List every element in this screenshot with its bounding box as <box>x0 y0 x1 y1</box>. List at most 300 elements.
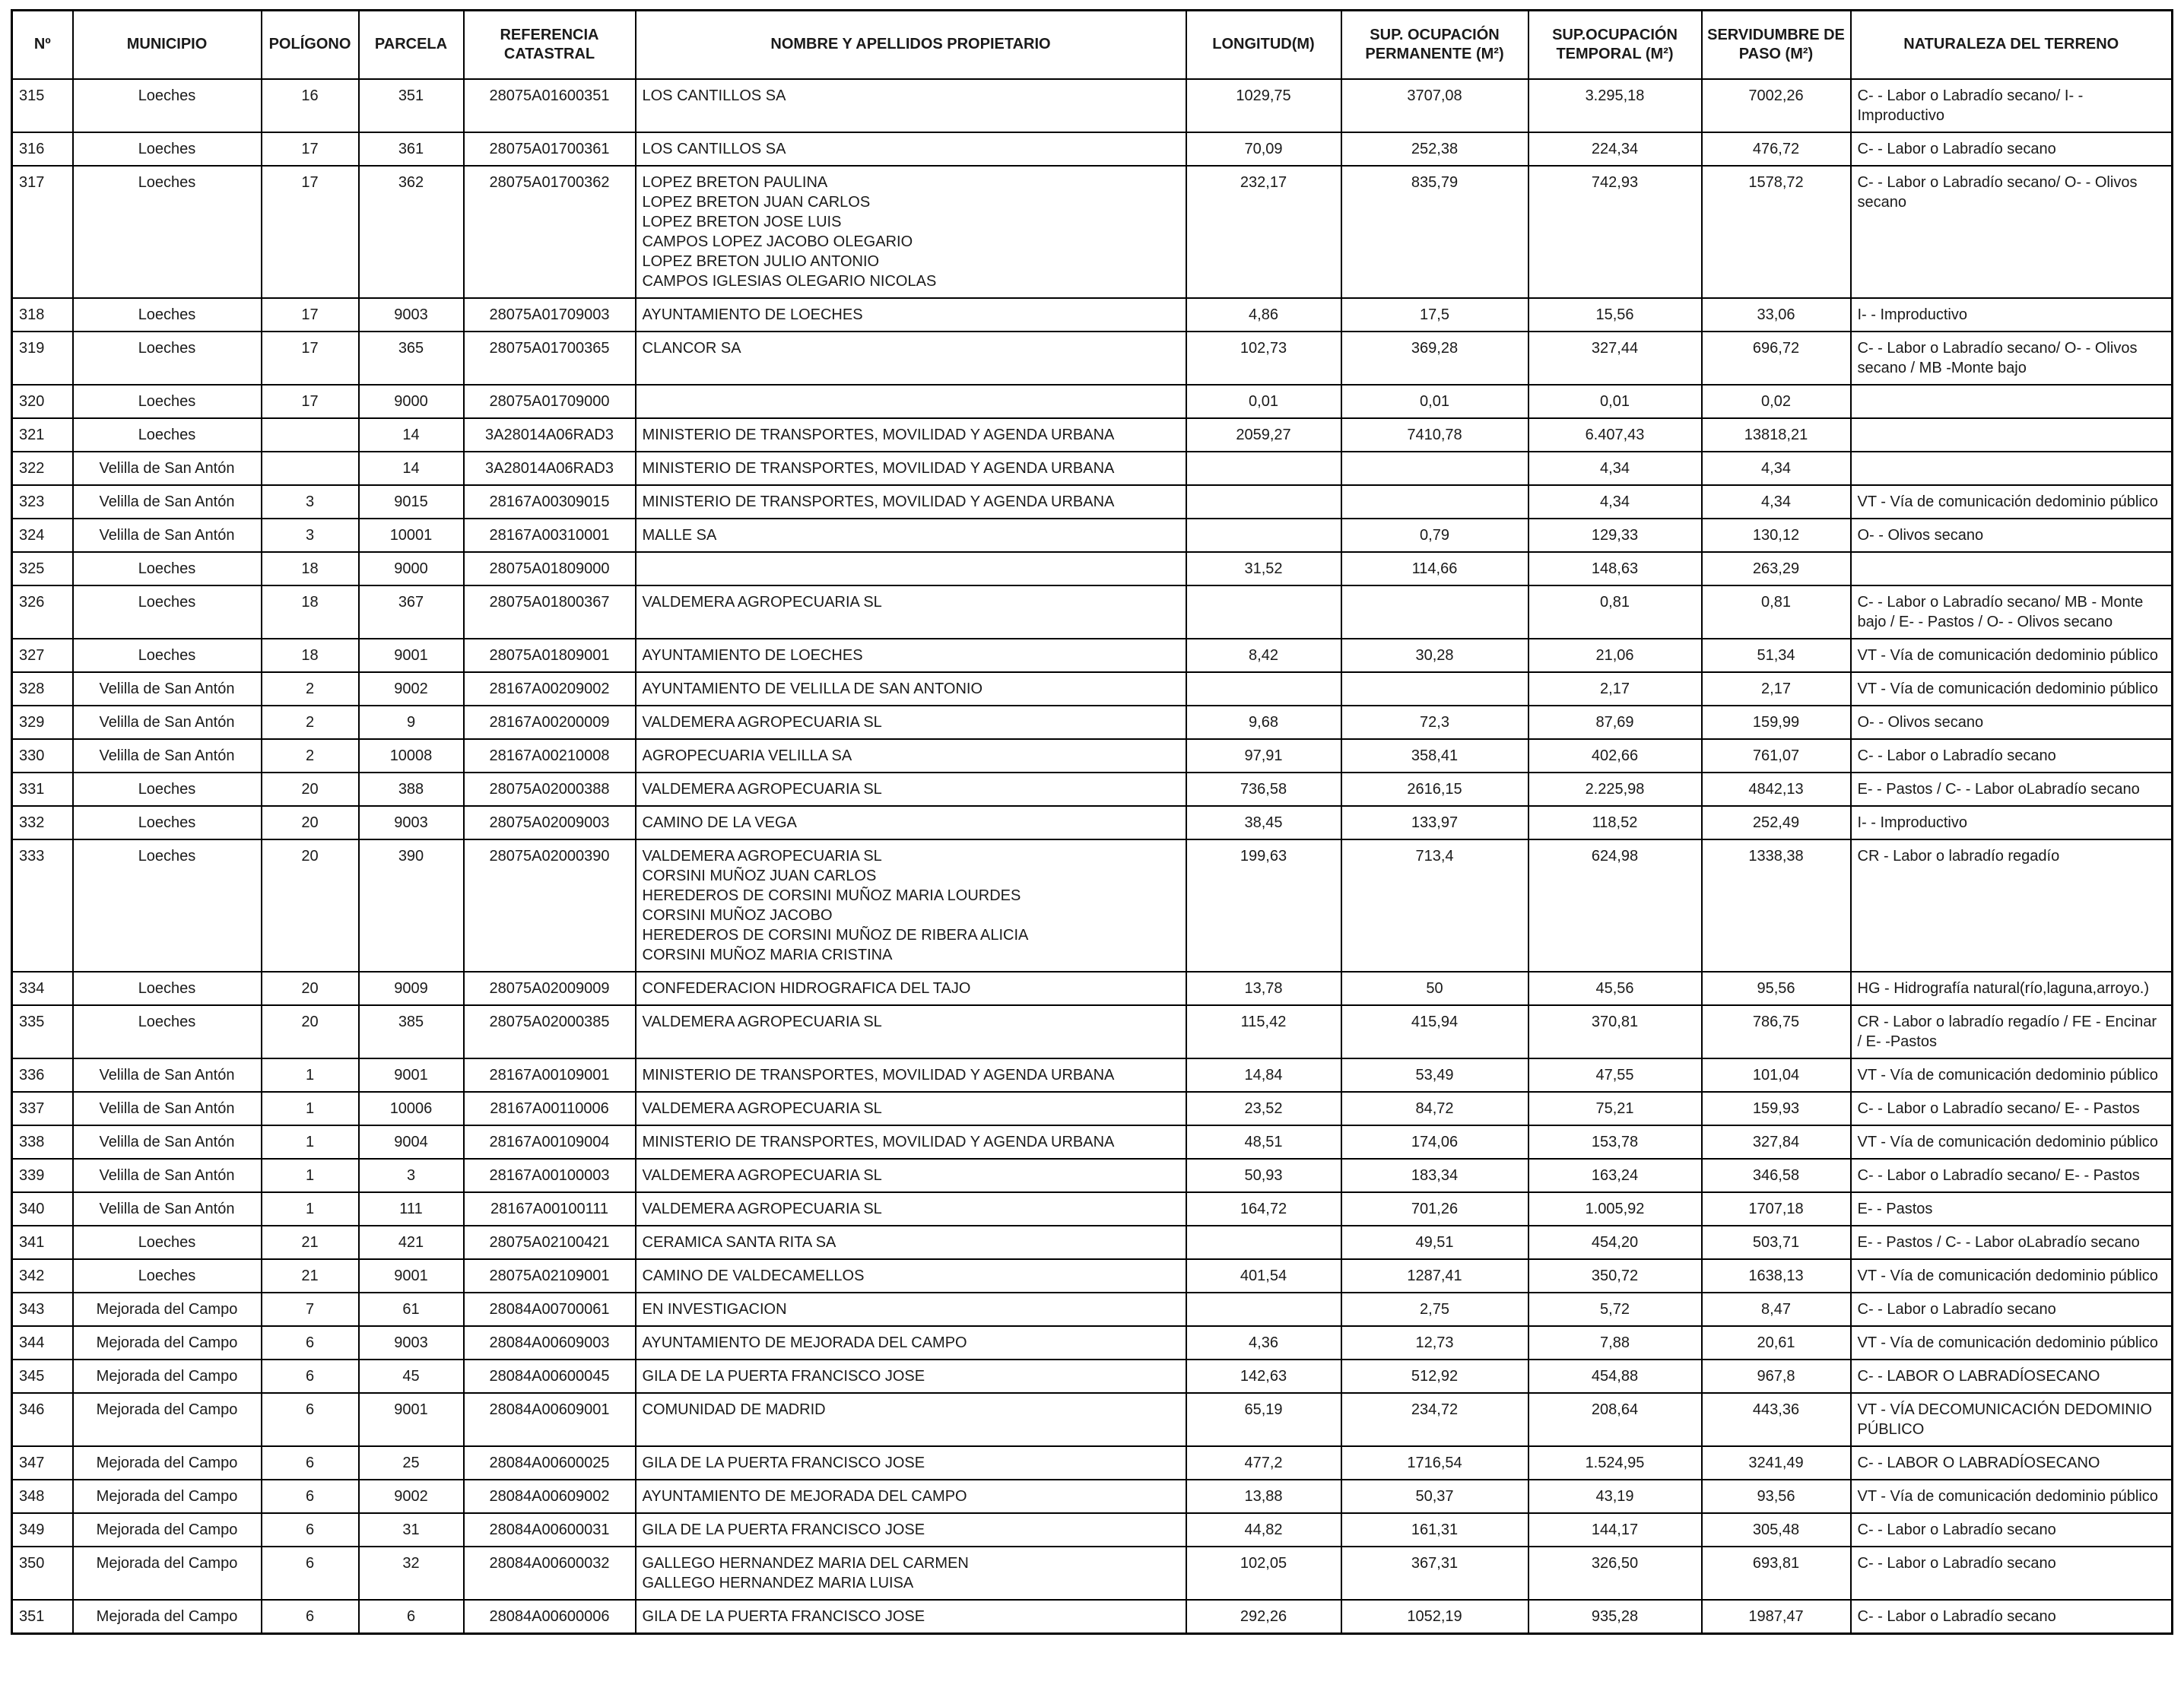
cell-parcela: 31 <box>359 1513 464 1547</box>
cell-naturaleza: C- - Labor o Labradío secano <box>1851 1513 2173 1547</box>
cell-municipio: Loeches <box>73 418 262 452</box>
cell-referencia: 28167A00100003 <box>464 1159 636 1192</box>
cell-propietario <box>636 1480 1186 1513</box>
table-row <box>12 1092 2173 1125</box>
cell-naturaleza: VT - Vía de comunicación dedominio público <box>1851 1326 2173 1360</box>
cell-n: 321 <box>12 418 73 452</box>
cell-propietario <box>636 1326 1186 1360</box>
cell-poligono: 21 <box>262 1226 359 1259</box>
cell-longitud: 70,09 <box>1186 132 1341 166</box>
cell-municipio: Velilla de San Antón <box>73 1192 262 1226</box>
cell-longitud: 14,84 <box>1186 1058 1341 1092</box>
cell-propietario <box>636 1005 1186 1058</box>
cell-n: 348 <box>12 1480 73 1513</box>
owner-name-line: AGROPECUARIA VELILLA SA <box>642 747 852 764</box>
cell-propietario <box>636 452 1186 485</box>
cell-poligono: 18 <box>262 552 359 585</box>
cell-sup_ocupacion_permanente: 72,3 <box>1341 706 1528 739</box>
cell-n: 346 <box>12 1393 73 1446</box>
cell-sup_ocupacion_permanente: 133,97 <box>1341 806 1528 839</box>
cell-sup_ocupacion_temporal: 2.225,98 <box>1528 773 1702 806</box>
cell-referencia: 28084A00600032 <box>464 1547 636 1600</box>
owner-name-line: VALDEMERA AGROPECUARIA SL <box>642 780 882 798</box>
cell-longitud: 48,51 <box>1186 1125 1341 1159</box>
cell-parcela: 25 <box>359 1446 464 1480</box>
cell-parcela: 9001 <box>359 1058 464 1092</box>
cell-parcela: 9009 <box>359 972 464 1005</box>
cell-poligono: 1 <box>262 1092 359 1125</box>
owner-name-line: CAMINO DE VALDECAMELLOS <box>642 1267 865 1284</box>
cell-propietario <box>636 1393 1186 1446</box>
cell-sup_ocupacion_permanente: 49,51 <box>1341 1226 1528 1259</box>
cell-sup_ocupacion_permanente: 415,94 <box>1341 1005 1528 1058</box>
cell-parcela: 9000 <box>359 552 464 585</box>
cell-parcela: 388 <box>359 773 464 806</box>
cell-naturaleza: E- - Pastos / C- - Labor oLabradío secano <box>1851 1226 2173 1259</box>
cell-sup_ocupacion_temporal: 75,21 <box>1528 1092 1702 1125</box>
cell-sup_ocupacion_temporal: 0,01 <box>1528 385 1702 418</box>
owner-name-line: CORSINI MUÑOZ JACOBO <box>642 906 833 924</box>
cell-sup_ocupacion_temporal: 1.524,95 <box>1528 1446 1702 1480</box>
cell-sup_ocupacion_permanente: 2,75 <box>1341 1293 1528 1326</box>
cell-parcela: 10001 <box>359 519 464 552</box>
cell-municipio: Mejorada del Campo <box>73 1393 262 1446</box>
table-row <box>12 972 2173 1005</box>
cell-naturaleza <box>1851 452 2173 485</box>
cell-poligono: 2 <box>262 739 359 773</box>
owner-name-line: MINISTERIO DE TRANSPORTES, MOVILIDAD Y AGENDA URBANA <box>642 426 1115 443</box>
cell-servidumbre_de_paso: 693,81 <box>1702 1547 1851 1600</box>
owner-name-line: VALDEMERA AGROPECUARIA SL <box>642 593 882 611</box>
cell-longitud: 65,19 <box>1186 1393 1341 1446</box>
table-row <box>12 166 2173 298</box>
cell-sup_ocupacion_temporal: 4,34 <box>1528 452 1702 485</box>
table-row <box>12 1600 2173 1634</box>
cell-servidumbre_de_paso: 8,47 <box>1702 1293 1851 1326</box>
owner-name-line: VALDEMERA AGROPECUARIA SL <box>642 1099 882 1117</box>
cell-sup_ocupacion_temporal: 624,98 <box>1528 839 1702 972</box>
owner-name-line: VALDEMERA AGROPECUARIA SL <box>642 1200 882 1217</box>
cell-propietario <box>636 672 1186 706</box>
cell-parcela: 9 <box>359 706 464 739</box>
cell-servidumbre_de_paso: 101,04 <box>1702 1058 1851 1092</box>
cell-poligono: 3 <box>262 519 359 552</box>
cell-propietario <box>636 485 1186 519</box>
table-row <box>12 485 2173 519</box>
cell-referencia: 28167A00100111 <box>464 1192 636 1226</box>
cell-sup_ocupacion_permanente: 17,5 <box>1341 298 1528 332</box>
cell-propietario <box>636 1058 1186 1092</box>
cell-poligono: 17 <box>262 132 359 166</box>
cell-municipio: Velilla de San Antón <box>73 706 262 739</box>
cell-sup_ocupacion_temporal: 6.407,43 <box>1528 418 1702 452</box>
cell-n: 341 <box>12 1226 73 1259</box>
cell-servidumbre_de_paso: 4,34 <box>1702 452 1851 485</box>
owner-name-line: LOPEZ BRETON JOSE LUIS <box>642 213 842 230</box>
cell-poligono: 20 <box>262 839 359 972</box>
cell-sup_ocupacion_permanente: 1052,19 <box>1341 1600 1528 1634</box>
cell-propietario <box>636 585 1186 639</box>
cell-n: 319 <box>12 332 73 385</box>
cell-poligono: 20 <box>262 1005 359 1058</box>
cell-municipio: Velilla de San Antón <box>73 485 262 519</box>
cell-naturaleza: O- - Olivos secano <box>1851 706 2173 739</box>
table-row <box>12 385 2173 418</box>
table-row <box>12 1513 2173 1547</box>
table-row <box>12 1480 2173 1513</box>
cell-n: 338 <box>12 1125 73 1159</box>
cell-sup_ocupacion_permanente: 252,38 <box>1341 132 1528 166</box>
cell-naturaleza: C- - Labor o Labradío secano <box>1851 1547 2173 1600</box>
table-row <box>12 519 2173 552</box>
cell-parcela: 9001 <box>359 639 464 672</box>
cell-poligono: 1 <box>262 1125 359 1159</box>
table-row <box>12 1360 2173 1393</box>
owner-name-line: CORSINI MUÑOZ MARIA CRISTINA <box>642 946 893 963</box>
cell-referencia: 28075A01709000 <box>464 385 636 418</box>
cell-servidumbre_de_paso: 327,84 <box>1702 1125 1851 1159</box>
cell-sup_ocupacion_temporal: 2,17 <box>1528 672 1702 706</box>
owner-name-line: GALLEGO HERNANDEZ MARIA LUISA <box>642 1574 914 1591</box>
cell-municipio: Mejorada del Campo <box>73 1446 262 1480</box>
cell-n: 333 <box>12 839 73 972</box>
cell-propietario <box>636 1513 1186 1547</box>
cell-municipio: Velilla de San Antón <box>73 1092 262 1125</box>
cell-n: 345 <box>12 1360 73 1393</box>
cell-sup_ocupacion_permanente: 53,49 <box>1341 1058 1528 1092</box>
cell-longitud <box>1186 585 1341 639</box>
column-header-servidumbre_de_paso: SERVIDUMBRE DE PASO (M²) <box>1702 11 1851 79</box>
cell-servidumbre_de_paso: 4,34 <box>1702 485 1851 519</box>
cell-servidumbre_de_paso: 2,17 <box>1702 672 1851 706</box>
cell-servidumbre_de_paso: 95,56 <box>1702 972 1851 1005</box>
cell-poligono: 6 <box>262 1360 359 1393</box>
cell-sup_ocupacion_temporal: 370,81 <box>1528 1005 1702 1058</box>
column-header-n: Nº <box>12 11 73 79</box>
cell-poligono: 17 <box>262 332 359 385</box>
owner-name-line: LOS CANTILLOS SA <box>642 87 786 104</box>
cell-parcela: 14 <box>359 452 464 485</box>
cell-referencia: 28167A00309015 <box>464 485 636 519</box>
cell-sup_ocupacion_temporal: 87,69 <box>1528 706 1702 739</box>
cell-propietario <box>636 1547 1186 1600</box>
cell-referencia: 28167A00200009 <box>464 706 636 739</box>
cell-n: 318 <box>12 298 73 332</box>
cell-sup_ocupacion_permanente: 1287,41 <box>1341 1259 1528 1293</box>
table-row <box>12 1446 2173 1480</box>
owner-name-line: GILA DE LA PUERTA FRANCISCO JOSE <box>642 1454 925 1471</box>
cell-municipio: Loeches <box>73 585 262 639</box>
cell-propietario <box>636 1293 1186 1326</box>
cell-parcela: 111 <box>359 1192 464 1226</box>
cell-servidumbre_de_paso: 20,61 <box>1702 1326 1851 1360</box>
cell-longitud: 164,72 <box>1186 1192 1341 1226</box>
cell-propietario <box>636 1446 1186 1480</box>
cell-referencia: 28167A00110006 <box>464 1092 636 1125</box>
owner-name-line: CORSINI MUÑOZ JUAN CARLOS <box>642 867 877 884</box>
table-row <box>12 773 2173 806</box>
cell-servidumbre_de_paso: 1578,72 <box>1702 166 1851 298</box>
cell-sup_ocupacion_permanente: 50,37 <box>1341 1480 1528 1513</box>
cell-municipio: Loeches <box>73 773 262 806</box>
cell-parcela: 32 <box>359 1547 464 1600</box>
owner-name-line: CAMPOS IGLESIAS OLEGARIO NICOLAS <box>642 272 937 290</box>
cell-parcela: 9003 <box>359 1326 464 1360</box>
cell-referencia: 28167A00310001 <box>464 519 636 552</box>
cell-sup_ocupacion_permanente: 12,73 <box>1341 1326 1528 1360</box>
cell-sup_ocupacion_temporal: 21,06 <box>1528 639 1702 672</box>
owner-name-line: MINISTERIO DE TRANSPORTES, MOVILIDAD Y AGENDA URBANA <box>642 493 1115 510</box>
cell-referencia: 28075A02109001 <box>464 1259 636 1293</box>
cell-servidumbre_de_paso: 0,02 <box>1702 385 1851 418</box>
cell-servidumbre_de_paso: 1707,18 <box>1702 1192 1851 1226</box>
cell-servidumbre_de_paso: 51,34 <box>1702 639 1851 672</box>
cell-sup_ocupacion_temporal: 5,72 <box>1528 1293 1702 1326</box>
cell-sup_ocupacion_permanente: 1716,54 <box>1341 1446 1528 1480</box>
cell-propietario <box>636 739 1186 773</box>
cell-sup_ocupacion_temporal: 454,20 <box>1528 1226 1702 1259</box>
cell-longitud: 142,63 <box>1186 1360 1341 1393</box>
column-header-sup_ocupacion_temporal: SUP.OCUPACIÓN TEMPORAL (M²) <box>1528 11 1702 79</box>
table-row <box>12 452 2173 485</box>
table-row <box>12 1259 2173 1293</box>
owner-name-line: CAMPOS LOPEZ JACOBO OLEGARIO <box>642 233 913 250</box>
cell-longitud: 31,52 <box>1186 552 1341 585</box>
cell-longitud: 736,58 <box>1186 773 1341 806</box>
cell-servidumbre_de_paso: 967,8 <box>1702 1360 1851 1393</box>
cell-parcela: 9000 <box>359 385 464 418</box>
cell-parcela: 9002 <box>359 672 464 706</box>
cell-referencia: 28084A00600045 <box>464 1360 636 1393</box>
cell-referencia: 28075A02000385 <box>464 1005 636 1058</box>
cell-longitud: 102,73 <box>1186 332 1341 385</box>
cell-longitud: 477,2 <box>1186 1446 1341 1480</box>
cell-naturaleza: VT - Vía de comunicación dedominio público <box>1851 485 2173 519</box>
cell-sup_ocupacion_temporal: 148,63 <box>1528 552 1702 585</box>
cell-naturaleza: VT - Vía de comunicación dedominio público <box>1851 672 2173 706</box>
cell-parcela: 9001 <box>359 1259 464 1293</box>
cell-referencia: 28084A00600025 <box>464 1446 636 1480</box>
table-row <box>12 332 2173 385</box>
header-row <box>12 11 2173 79</box>
cell-longitud <box>1186 519 1341 552</box>
cell-parcela: 385 <box>359 1005 464 1058</box>
cell-parcela: 14 <box>359 418 464 452</box>
owner-name-line: CERAMICA SANTA RITA SA <box>642 1233 836 1251</box>
table-header <box>12 11 2173 79</box>
cell-naturaleza: C- - Labor o Labradío secano/ E- - Pastos <box>1851 1092 2173 1125</box>
cell-naturaleza: I- - Improductivo <box>1851 298 2173 332</box>
cell-longitud: 102,05 <box>1186 1547 1341 1600</box>
cell-naturaleza: C- - Labor o Labradío secano/ O- - Olivos secano <box>1851 166 2173 298</box>
cell-municipio: Velilla de San Antón <box>73 452 262 485</box>
cell-sup_ocupacion_temporal: 43,19 <box>1528 1480 1702 1513</box>
cell-municipio: Loeches <box>73 972 262 1005</box>
cell-naturaleza: C- - Labor o Labradío secano <box>1851 132 2173 166</box>
cell-propietario <box>636 132 1186 166</box>
cell-servidumbre_de_paso: 4842,13 <box>1702 773 1851 806</box>
cell-referencia: 28084A00700061 <box>464 1293 636 1326</box>
table-row <box>12 1326 2173 1360</box>
cell-naturaleza: C- - Labor o Labradío secano <box>1851 739 2173 773</box>
table-row <box>12 706 2173 739</box>
cell-naturaleza: I- - Improductivo <box>1851 806 2173 839</box>
cell-servidumbre_de_paso: 159,93 <box>1702 1092 1851 1125</box>
cell-poligono <box>262 452 359 485</box>
table-row <box>12 1192 2173 1226</box>
cell-propietario <box>636 972 1186 1005</box>
cell-municipio: Velilla de San Antón <box>73 1058 262 1092</box>
cell-sup_ocupacion_permanente: 512,92 <box>1341 1360 1528 1393</box>
owner-name-line: AYUNTAMIENTO DE MEJORADA DEL CAMPO <box>642 1487 967 1505</box>
cell-n: 344 <box>12 1326 73 1360</box>
cell-n: 328 <box>12 672 73 706</box>
cell-servidumbre_de_paso: 33,06 <box>1702 298 1851 332</box>
cell-poligono: 17 <box>262 298 359 332</box>
cell-municipio: Mejorada del Campo <box>73 1326 262 1360</box>
cell-parcela: 361 <box>359 132 464 166</box>
cell-municipio: Velilla de San Antón <box>73 739 262 773</box>
cell-longitud: 199,63 <box>1186 839 1341 972</box>
cell-referencia: 28075A02009003 <box>464 806 636 839</box>
owner-name-line: AYUNTAMIENTO DE MEJORADA DEL CAMPO <box>642 1334 967 1351</box>
cell-sup_ocupacion_permanente: 161,31 <box>1341 1513 1528 1547</box>
cell-n: 340 <box>12 1192 73 1226</box>
cell-sup_ocupacion_temporal: 224,34 <box>1528 132 1702 166</box>
table-row <box>12 1293 2173 1326</box>
cell-sup_ocupacion_permanente <box>1341 452 1528 485</box>
cell-municipio: Velilla de San Antón <box>73 1159 262 1192</box>
cell-poligono: 6 <box>262 1326 359 1360</box>
cell-sup_ocupacion_temporal: 45,56 <box>1528 972 1702 1005</box>
cell-n: 332 <box>12 806 73 839</box>
owner-name-line: AYUNTAMIENTO DE LOECHES <box>642 306 863 323</box>
cell-servidumbre_de_paso: 159,99 <box>1702 706 1851 739</box>
cell-parcela: 6 <box>359 1600 464 1634</box>
cell-sup_ocupacion_permanente: 358,41 <box>1341 739 1528 773</box>
cell-n: 336 <box>12 1058 73 1092</box>
cell-municipio: Loeches <box>73 132 262 166</box>
table-row <box>12 298 2173 332</box>
cell-n: 329 <box>12 706 73 739</box>
cell-n: 334 <box>12 972 73 1005</box>
cell-poligono: 18 <box>262 585 359 639</box>
cell-sup_ocupacion_temporal: 742,93 <box>1528 166 1702 298</box>
cell-sup_ocupacion_temporal: 15,56 <box>1528 298 1702 332</box>
owner-name-line: CONFEDERACION HIDROGRAFICA DEL TAJO <box>642 979 971 997</box>
cell-parcela: 10006 <box>359 1092 464 1125</box>
cell-naturaleza: CR - Labor o labradío regadío / FE - Encinar / E- -Pastos <box>1851 1005 2173 1058</box>
cell-sup_ocupacion_temporal: 7,88 <box>1528 1326 1702 1360</box>
cell-propietario <box>636 298 1186 332</box>
cell-propietario <box>636 1360 1186 1393</box>
cell-longitud: 401,54 <box>1186 1259 1341 1293</box>
cell-sup_ocupacion_temporal: 47,55 <box>1528 1058 1702 1092</box>
cell-poligono: 1 <box>262 1192 359 1226</box>
cell-municipio: Velilla de San Antón <box>73 519 262 552</box>
cell-servidumbre_de_paso: 0,81 <box>1702 585 1851 639</box>
owner-name-line: GILA DE LA PUERTA FRANCISCO JOSE <box>642 1521 925 1538</box>
cell-longitud <box>1186 1293 1341 1326</box>
cell-municipio: Loeches <box>73 806 262 839</box>
cell-longitud: 115,42 <box>1186 1005 1341 1058</box>
cell-poligono: 1 <box>262 1058 359 1092</box>
owner-name-line: VALDEMERA AGROPECUARIA SL <box>642 847 882 865</box>
cell-municipio: Loeches <box>73 552 262 585</box>
cell-propietario <box>636 1600 1186 1634</box>
cell-propietario <box>636 1092 1186 1125</box>
cell-referencia: 28084A00600031 <box>464 1513 636 1547</box>
cell-sup_ocupacion_temporal: 0,81 <box>1528 585 1702 639</box>
cell-longitud: 2059,27 <box>1186 418 1341 452</box>
cell-n: 323 <box>12 485 73 519</box>
cell-naturaleza: VT - Vía de comunicación dedominio público <box>1851 1259 2173 1293</box>
cell-n: 326 <box>12 585 73 639</box>
cell-municipio: Loeches <box>73 1259 262 1293</box>
cell-municipio: Loeches <box>73 1005 262 1058</box>
table-row <box>12 672 2173 706</box>
cell-propietario <box>636 418 1186 452</box>
table-row <box>12 585 2173 639</box>
owner-name-line: AYUNTAMIENTO DE VELILLA DE SAN ANTONIO <box>642 680 983 697</box>
cell-sup_ocupacion_temporal: 402,66 <box>1528 739 1702 773</box>
cell-referencia: 3A28014A06RAD3 <box>464 452 636 485</box>
cell-parcela: 9001 <box>359 1393 464 1446</box>
cell-referencia: 28075A02000390 <box>464 839 636 972</box>
cell-sup_ocupacion_permanente: 30,28 <box>1341 639 1528 672</box>
owner-name-line: GILA DE LA PUERTA FRANCISCO JOSE <box>642 1607 925 1625</box>
cell-sup_ocupacion_permanente: 174,06 <box>1341 1125 1528 1159</box>
cell-n: 349 <box>12 1513 73 1547</box>
cell-sup_ocupacion_permanente: 50 <box>1341 972 1528 1005</box>
cell-poligono: 6 <box>262 1393 359 1446</box>
cell-propietario <box>636 1259 1186 1293</box>
table-row <box>12 1058 2173 1092</box>
table-row <box>12 739 2173 773</box>
cell-propietario <box>636 385 1186 418</box>
cell-municipio: Mejorada del Campo <box>73 1480 262 1513</box>
cell-naturaleza: C- - Labor o Labradío secano/ I- - Improductivo <box>1851 79 2173 132</box>
cell-municipio: Velilla de San Antón <box>73 1125 262 1159</box>
cell-servidumbre_de_paso: 346,58 <box>1702 1159 1851 1192</box>
cell-sup_ocupacion_temporal: 118,52 <box>1528 806 1702 839</box>
owner-name-line: VALDEMERA AGROPECUARIA SL <box>642 1166 882 1184</box>
column-header-naturaleza: NATURALEZA DEL TERRENO <box>1851 11 2173 79</box>
cell-propietario <box>636 773 1186 806</box>
cell-parcela: 45 <box>359 1360 464 1393</box>
cell-referencia: 28075A01700362 <box>464 166 636 298</box>
cell-municipio: Loeches <box>73 1226 262 1259</box>
cell-parcela: 365 <box>359 332 464 385</box>
cell-longitud: 13,88 <box>1186 1480 1341 1513</box>
cell-n: 331 <box>12 773 73 806</box>
cell-referencia: 28075A02100421 <box>464 1226 636 1259</box>
cell-referencia: 28084A00609001 <box>464 1393 636 1446</box>
cell-servidumbre_de_paso: 761,07 <box>1702 739 1851 773</box>
table-row <box>12 839 2173 972</box>
cell-servidumbre_de_paso: 786,75 <box>1702 1005 1851 1058</box>
cell-referencia: 28167A00109001 <box>464 1058 636 1092</box>
cell-sup_ocupacion_temporal: 326,50 <box>1528 1547 1702 1600</box>
table-row <box>12 552 2173 585</box>
cell-poligono: 3 <box>262 485 359 519</box>
table-row <box>12 1226 2173 1259</box>
cell-servidumbre_de_paso: 305,48 <box>1702 1513 1851 1547</box>
cell-poligono: 6 <box>262 1480 359 1513</box>
cell-municipio: Mejorada del Campo <box>73 1513 262 1547</box>
cell-propietario <box>636 639 1186 672</box>
cell-referencia: 28084A00600006 <box>464 1600 636 1634</box>
